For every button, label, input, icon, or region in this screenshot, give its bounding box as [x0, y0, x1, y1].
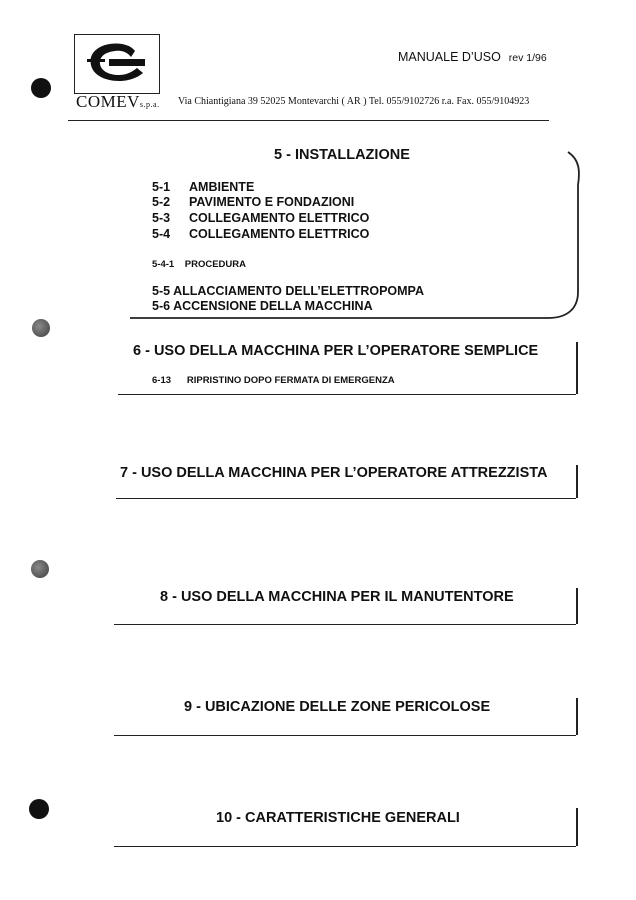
section7-right-bar: [576, 465, 578, 498]
section6-underline: [118, 394, 576, 395]
subitem-number: 6-13: [152, 375, 172, 386]
section7-underline: [116, 498, 576, 499]
section6-right-bar: [576, 342, 578, 394]
section8-title: 8 - USO DELLA MACCHINA PER IL MANUTENTORE: [160, 589, 514, 605]
section7-title: 7 - USO DELLA MACCHINA PER L’OPERATORE ATTREZZISTA: [120, 465, 548, 481]
item-label: COLLEGAMENTO ELETTRICO: [189, 227, 370, 241]
section5-tail-item: 5-6 ACCENSIONE DELLA MACCHINA: [152, 299, 373, 313]
company-address: Via Chiantigiana 39 52025 Montevarchi ( AR ) Tel. 055/9102726 r.a. Fax. 055/9104923: [178, 96, 530, 107]
item-number: 5-3: [152, 211, 171, 225]
subitem-label: PROCEDURA: [184, 259, 246, 270]
section5-item: [152, 195, 354, 209]
section5-title: 5 - INSTALLAZIONE: [274, 147, 410, 163]
manual-title: MANUALE D’USO: [398, 50, 501, 64]
company-suffix: s.p.a.: [139, 100, 160, 109]
subitem-number: 5-4-1: [152, 259, 175, 270]
section8-underline: [114, 624, 576, 625]
item-number: 5-1: [152, 180, 171, 194]
item-label: PAVIMENTO E FONDAZIONI: [189, 195, 355, 209]
section6-subitem: [152, 375, 395, 386]
section9-underline: [114, 735, 576, 736]
section5-item: [152, 180, 254, 194]
revision-label: rev 1/96: [508, 52, 547, 64]
section6-title: 6 - USO DELLA MACCHINA PER L’OPERATORE SEMPLICE: [133, 343, 539, 359]
section9-title: 9 - UBICAZIONE DELLE ZONE PERICOLOSE: [184, 699, 491, 715]
section5-item: [152, 227, 369, 241]
subitem-label: RIPRISTINO DOPO FERMATA DI EMERGENZA: [186, 375, 395, 386]
section5-tail-item: 5-5 ALLACCIAMENTO DELL’ELETTROPOMPA: [152, 284, 424, 298]
section9-right-bar: [576, 698, 578, 735]
section8-right-bar: [576, 588, 578, 624]
section5-item: [152, 211, 369, 225]
section5-subitem: [152, 259, 246, 270]
item-label: COLLEGAMENTO ELETTRICO: [189, 211, 370, 225]
item-label: AMBIENTE: [189, 180, 255, 194]
item-number: 5-4: [152, 227, 171, 241]
section10-underline: [114, 846, 576, 847]
item-number: 5-2: [152, 195, 171, 209]
section10-right-bar: [576, 808, 578, 846]
company-name-text: COMEV: [76, 92, 140, 111]
section10-title: 10 - CARATTERISTICHE GENERALI: [216, 810, 460, 826]
